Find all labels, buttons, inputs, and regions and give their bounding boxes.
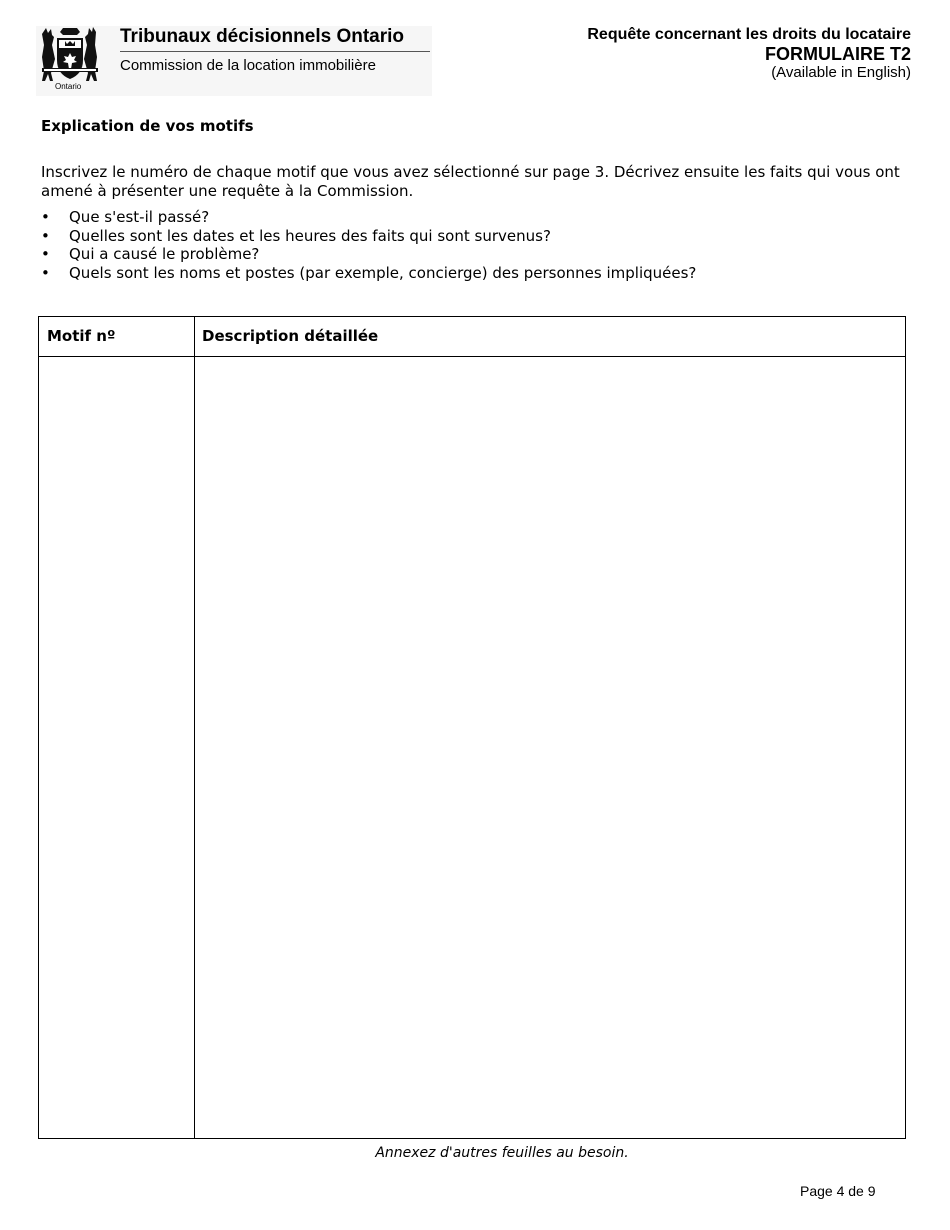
list-item: • Quels sont les noms et postes (par exemple, concierge) des personnes impliquées? (41, 263, 697, 282)
page-number: Page 4 de 9 (800, 1183, 876, 1199)
list-item: • Quelles sont les dates et les heures des faits qui sont survenus? (41, 226, 551, 245)
bullet-icon: • (41, 226, 50, 245)
bullet-icon: • (41, 263, 50, 282)
form-code: FORMULAIRE T2 (765, 44, 911, 65)
language-note: (Available in English) (771, 64, 911, 82)
section-title: Explication de vos motifs (41, 117, 254, 135)
list-item: • Qui a causé le problème? (41, 245, 260, 263)
column-header-motif: Motif nº (47, 327, 116, 345)
board-name: Commission de la location immobilière (120, 57, 376, 74)
bullet-icon: • (41, 208, 50, 226)
header-divider (120, 51, 430, 52)
column-header-description: Description détaillée (202, 327, 379, 345)
attach-sheets-note: Annexez d'autres feuilles au besoin. (375, 1145, 629, 1161)
motif-number-field[interactable] (39, 357, 194, 1139)
organization-name: Tribunaux décisionnels Ontario (120, 26, 404, 47)
instructions-text: Inscrivez le numéro de chaque motif que vous avez sélectionné sur page 3. Décrivez ensuite les faits qui vous ont amené à présenter une requête à la Commission. (41, 163, 900, 200)
reasons-table (38, 316, 906, 1139)
detailed-description-field[interactable] (195, 357, 905, 1139)
guidance-list (41, 208, 696, 282)
form-title: Requête concernant les droits du locataire (587, 26, 911, 43)
list-item: • Que s'est-il passé? (41, 208, 210, 226)
header-logo-block (36, 26, 432, 96)
ontario-wordmark: Ontario (55, 82, 82, 91)
form-header (587, 26, 911, 80)
bullet-icon: • (41, 245, 50, 263)
